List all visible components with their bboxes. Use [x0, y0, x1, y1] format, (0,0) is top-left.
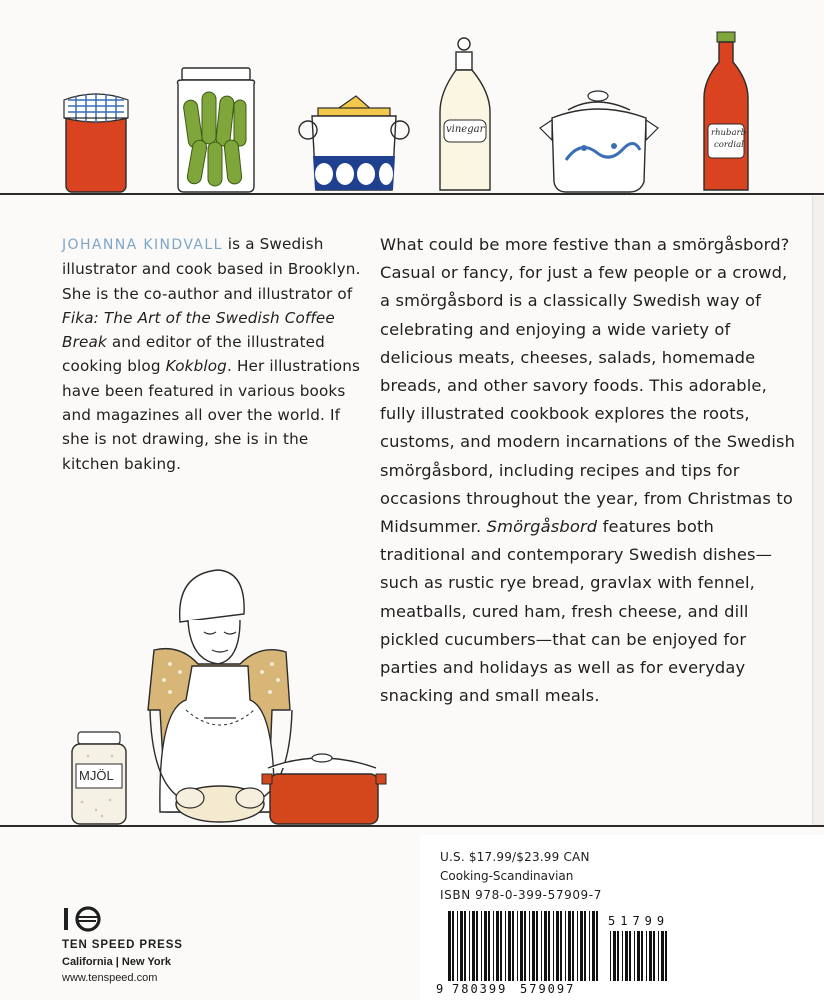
- publisher-cities: California | New York: [62, 956, 172, 968]
- author-bio: [62, 232, 362, 476]
- pickle-jar: [178, 68, 255, 192]
- cordial-label-line1: rhubarb: [711, 128, 747, 138]
- bio-text-3: . Her illustrations have been featured in various books and magazines all over the world. If she is not drawing, she is in the kitchen baking.: [62, 357, 361, 473]
- barcode-bar: [665, 931, 667, 981]
- cook-illustration: [40, 560, 400, 830]
- barcode-bar: [584, 911, 586, 981]
- barcode-bar: [484, 911, 487, 981]
- publisher-block: [62, 905, 222, 984]
- price-line: U.S. $17.99/$23.99 CAN: [440, 850, 590, 864]
- barcode-bar: [476, 911, 478, 981]
- cordial-label-line2: cordial: [714, 140, 744, 150]
- spine-edge: [812, 196, 824, 825]
- counter-line: [0, 825, 824, 827]
- barcode-bar: [452, 911, 454, 981]
- barcode-bar: [625, 931, 628, 981]
- barcode-bar: [592, 911, 595, 981]
- barcode-bar: [556, 911, 559, 981]
- barcode-bar: [568, 911, 571, 981]
- barcode-bar: [529, 911, 530, 981]
- barcode-bar: [589, 911, 590, 981]
- barcode-bar: [517, 911, 518, 981]
- barcode-bar: [548, 911, 550, 981]
- barcode-lead-digit: 9: [436, 982, 444, 996]
- pantry-shelf-drawing: [0, 0, 824, 196]
- barcode-bar: [464, 911, 466, 981]
- publisher-url: www.tenspeed.com: [62, 972, 158, 984]
- isbn-line: ISBN 978-0-399-57909-7: [440, 888, 602, 902]
- barcode-bar: [488, 911, 490, 981]
- vinegar-bottle: [440, 38, 490, 190]
- barcode-bar: [617, 931, 619, 981]
- bio-text-2: and editor of the illustrated cooking blog: [62, 333, 325, 376]
- barcode-bar: [481, 911, 482, 981]
- barcode-bar: [457, 911, 458, 981]
- description-title: Smörgåsbord: [486, 517, 598, 537]
- barcode-bar: [460, 911, 463, 981]
- addon-code: 51799: [608, 914, 670, 928]
- flour-jar-label: MJÖL: [79, 768, 114, 783]
- barcode-bar: [520, 911, 523, 981]
- barcode-bar: [493, 911, 494, 981]
- barcode-bar: [472, 911, 475, 981]
- barcode-bar: [637, 931, 640, 981]
- isbn-barcode: [420, 835, 824, 1000]
- barcode-bar: [553, 911, 554, 981]
- sugar-bowl: [299, 96, 409, 190]
- bio-book-title: Fika: The Art of the Swedish Coffee Break: [62, 308, 335, 352]
- barcode-bar: [508, 911, 511, 981]
- barcode-bar: [544, 911, 547, 981]
- barcode-bar: [596, 911, 598, 981]
- baker-drawing: [40, 560, 400, 830]
- barcode-bar: [541, 911, 542, 981]
- shelf-line: [0, 193, 824, 195]
- description-text-2: features both traditional and contemporary Swedish dishes—such as rustic rye bread, gravlax with fennel, meatballs, cured ham, fresh cheese, and dill pickled cucumbers—that can be enjoyed for parties and holidays as well as for everyday snacking and small meals.: [380, 517, 773, 706]
- retail-barcode-box: [420, 835, 824, 1000]
- barcode-bar: [629, 931, 631, 981]
- barcode-bar: [622, 931, 623, 981]
- barcode-bar: [448, 911, 451, 981]
- barcode-bar: [536, 911, 538, 981]
- description-text-1: What could be more festive than a smörgåsbord? Casual or fancy, for just a few people or a crowd, a smörgåsbord is a classically Swedish way of celebrating and enjoying a wide variety of delicious meats, cheeses, salads, homemade breads, and other savory foods. This adorable, fully illustrated cookbook explores the roots, customs, and modern incarnations of the Swedish smörgåsbord, including recipes and tips for occasions throughout the year, from Christmas to Midsummer.: [380, 235, 796, 537]
- bio-blog-name: Kokblog: [165, 357, 227, 376]
- barcode-group-2: 579097: [520, 982, 576, 996]
- casserole-pot: [540, 91, 658, 192]
- barcode-bar: [524, 911, 526, 981]
- jam-jar: [64, 93, 128, 192]
- category-line: Cooking-Scandinavian: [440, 869, 574, 883]
- dutch-oven: [262, 754, 386, 824]
- barcode-bar: [641, 931, 643, 981]
- barcode-bar: [505, 911, 506, 981]
- publisher-name: TEN SPEED PRESS: [62, 939, 183, 951]
- main-barcode-bars: [448, 911, 598, 981]
- book-description: [380, 231, 800, 710]
- barcode-bar: [469, 911, 470, 981]
- barcode-bar: [572, 911, 574, 981]
- vinegar-label: vinegar: [446, 124, 485, 135]
- barcode-bar: [661, 931, 664, 981]
- barcode-bar: [653, 931, 655, 981]
- bio-text-1: is a Swedish illustrator and cook based in Brooklyn. She is the co-author and illustrator of: [62, 235, 361, 303]
- barcode-bar: [512, 911, 514, 981]
- barcode-bar: [565, 911, 566, 981]
- barcode-bar: [649, 931, 652, 981]
- barcode-bar: [634, 931, 635, 981]
- cordial-bottle: [704, 32, 748, 190]
- addon-barcode-bars: [610, 931, 667, 981]
- barcode-bar: [613, 931, 616, 981]
- shelf-illustration: [0, 0, 824, 196]
- barcode-bar: [500, 911, 502, 981]
- barcode-bar: [577, 911, 578, 981]
- author-name: JOHANNA KINDVALL: [62, 237, 223, 253]
- barcode-bar: [496, 911, 499, 981]
- barcode-bar: [658, 931, 659, 981]
- barcode-bar: [646, 931, 647, 981]
- barcode-bar: [560, 911, 562, 981]
- barcode-bar: [580, 911, 583, 981]
- ten-speed-logo-icon: [62, 905, 106, 933]
- barcode-bar: [610, 931, 611, 981]
- barcode-bar: [532, 911, 535, 981]
- barcode-group-1: 780399: [452, 982, 508, 996]
